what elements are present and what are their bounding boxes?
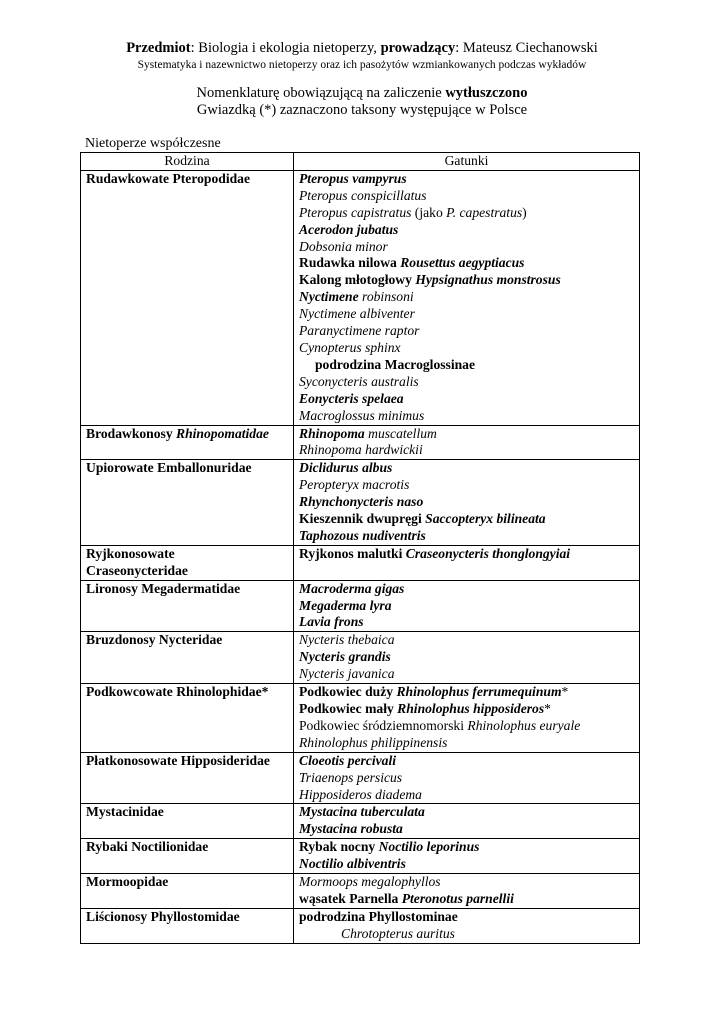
- text-run: Mystacina robusta: [299, 821, 403, 837]
- species-line: [299, 874, 634, 891]
- table-row: [81, 908, 640, 943]
- text-run: Rhynchonycteris naso: [299, 494, 424, 510]
- text-run: Macroglossus minimus: [299, 407, 425, 423]
- text-run: Liścionosy Phyllostomidae: [86, 908, 240, 924]
- table-row: [81, 425, 640, 460]
- text-run: Kalong młotogłowy: [299, 272, 416, 288]
- species-cell: [294, 874, 640, 909]
- text-run: Cynopterus sphinx: [299, 339, 401, 355]
- column-header-species: Gatunki: [294, 153, 640, 171]
- species-line: [299, 205, 634, 222]
- text-run: Dobsonia minor: [299, 238, 388, 254]
- species-line: [299, 460, 634, 477]
- text-run: Rhinopoma hardwickii: [299, 442, 423, 458]
- text-run: Ryjkonosowate: [86, 545, 175, 561]
- species-line: [299, 856, 634, 873]
- family-cell: [81, 752, 294, 804]
- text-run: Nyctimene: [299, 289, 359, 305]
- text-run: *: [561, 684, 569, 700]
- text-run: Mormoopidae: [86, 874, 169, 890]
- table-body: [81, 170, 640, 943]
- nomenclature-note-text: Nomenklaturę obowiązującą na zaliczenie: [196, 85, 446, 101]
- text-run: Brodawkonosy: [86, 425, 177, 441]
- species-line: [299, 323, 634, 340]
- family-cell: [81, 425, 294, 460]
- species-cell: [294, 580, 640, 632]
- text-run: Peropteryx macrotis: [299, 477, 410, 493]
- species-line: [299, 632, 634, 649]
- text-run: Rudawkowate Pteropodidae: [86, 170, 251, 186]
- family-cell: [81, 908, 294, 943]
- species-line: [299, 735, 634, 752]
- text-run: podrodzina Phyllostominae: [299, 908, 458, 924]
- species-line: [299, 909, 634, 926]
- species-cell: [294, 684, 640, 753]
- species-line: [299, 306, 634, 323]
- text-run: Upiorowate Emballonuridae: [86, 460, 252, 476]
- table-row: [81, 580, 640, 632]
- text-run: P. capestratus: [446, 204, 523, 220]
- text-run: Chrotopterus auritus: [341, 925, 455, 941]
- text-run: Kieszennik dwupręgi: [299, 511, 426, 527]
- text-run: Podkowcowate Rhinolophidae*: [86, 684, 269, 700]
- document-title: [0, 39, 724, 57]
- subject-value: : Biologia i ekologia nietoperzy,: [190, 40, 381, 56]
- text-run: Macroderma gigas: [299, 580, 405, 596]
- text-run: Paranyctimene raptor: [299, 323, 420, 339]
- species-line: [299, 649, 634, 666]
- table-row: [81, 752, 640, 804]
- species-cell: [294, 545, 640, 580]
- family-cell: [81, 839, 294, 874]
- text-run: Rybaki Noctilionidae: [86, 839, 209, 855]
- text-run: *: [544, 701, 551, 716]
- text-run: Hipposideros diadema: [299, 786, 422, 802]
- text-run: Rhinolophus euryale: [467, 717, 581, 733]
- text-run: Saccopteryx bilineata: [425, 511, 546, 527]
- text-run: Diclidurus albus: [299, 460, 393, 476]
- subject-label: Przedmiot: [126, 40, 191, 56]
- species-line: [299, 272, 634, 289]
- text-run: Nycteris thebaica: [299, 632, 395, 648]
- text-run: Podkowiec śródziemnomorski: [299, 717, 468, 733]
- species-line: [299, 753, 634, 770]
- nomenclature-note: [0, 85, 724, 102]
- species-line: [299, 684, 634, 701]
- text-run: Rhinopoma: [299, 425, 365, 441]
- species-line: [299, 839, 634, 856]
- species-line: [299, 770, 634, 787]
- species-line: [299, 408, 634, 425]
- species-line: [299, 289, 634, 306]
- family-cell: [81, 632, 294, 684]
- table-row: [81, 684, 640, 753]
- nomenclature-note-bold: wytłuszczono: [445, 85, 528, 101]
- table-row: [81, 460, 640, 546]
- text-run: Lavia frons: [299, 614, 364, 630]
- species-line: [299, 701, 634, 718]
- text-run: Pteropus vampyrus: [299, 170, 407, 186]
- species-line: [299, 255, 634, 272]
- text-run: Nycteris grandis: [299, 649, 391, 665]
- lecturer-value: : Mateusz Ciechanowski: [455, 40, 598, 56]
- species-line: [299, 821, 634, 838]
- text-run: podrodzina Macroglossinae: [315, 356, 475, 372]
- text-run: Nycteris javanica: [299, 666, 395, 682]
- family-cell: [81, 580, 294, 632]
- text-run: Rudawka nilowa: [299, 255, 401, 271]
- species-line: [299, 666, 634, 683]
- text-run: Podkowiec mały: [299, 701, 398, 716]
- species-line: [299, 891, 634, 908]
- text-run: Rhinolophus philippinensis: [299, 734, 448, 750]
- species-cell: [294, 839, 640, 874]
- species-line: [299, 442, 634, 459]
- text-run: Megaderma lyra: [299, 597, 392, 613]
- table-row: [81, 632, 640, 684]
- species-line: [299, 614, 634, 631]
- text-run: Nyctimene albiventer: [299, 306, 415, 322]
- table-row: [81, 804, 640, 839]
- species-line: [299, 239, 634, 256]
- text-run: Noctilio albiventris: [299, 856, 406, 872]
- text-run: Acerodon jubatus: [299, 221, 399, 237]
- species-cell: [294, 170, 640, 425]
- family-cell: [81, 460, 294, 546]
- text-run: Rousettus aegyptiacus: [400, 255, 525, 271]
- section-title: Nietoperze współczesne: [85, 136, 221, 151]
- lecturer-label: prowadzący: [380, 40, 456, 56]
- text-run: Mystacina tuberculata: [299, 804, 425, 820]
- column-header-family: Rodzina: [81, 153, 294, 171]
- taxonomy-table: [80, 152, 640, 944]
- family-cell: [81, 684, 294, 753]
- text-run: Pteropus capistratus: [299, 204, 412, 220]
- text-run: Bruzdonosy Nycteridae: [86, 632, 223, 648]
- text-run: wąsatek Parnella: [299, 890, 402, 906]
- family-cell: [81, 874, 294, 909]
- species-cell: [294, 752, 640, 804]
- species-cell: [294, 908, 640, 943]
- species-line: [299, 598, 634, 615]
- text-run: Pteropus conspicillatus: [299, 187, 427, 203]
- table-row: [81, 545, 640, 580]
- text-run: Cloeotis percivali: [299, 752, 397, 768]
- species-line: [299, 171, 634, 188]
- text-run: Syconycteris australis: [299, 373, 419, 389]
- species-line: [299, 391, 634, 408]
- text-run: Rhinopomatidae: [176, 425, 269, 441]
- text-run: (jako: [411, 204, 447, 220]
- species-line: [299, 357, 634, 374]
- text-run: Craseonycteris thonglongyiai: [405, 545, 571, 561]
- text-run: Mormoops megalophyllos: [299, 874, 441, 890]
- text-run: Hypsignathus monstrosus: [415, 272, 561, 288]
- species-line: [299, 546, 634, 563]
- species-line: [299, 787, 634, 804]
- species-line: [299, 222, 634, 239]
- text-run: Płatkonosowate Hipposideridae: [86, 752, 270, 768]
- text-run: muscatellum: [364, 425, 437, 441]
- table-row: [81, 839, 640, 874]
- text-run: Ryjkonos malutki: [299, 545, 406, 561]
- species-line: [299, 581, 634, 598]
- species-line: [299, 426, 634, 443]
- species-line: [299, 477, 634, 494]
- species-line: [299, 926, 634, 943]
- table-row: [81, 874, 640, 909]
- text-run: Podkowiec duży: [299, 684, 397, 700]
- species-line: [299, 374, 634, 391]
- species-cell: [294, 425, 640, 460]
- text-run: ): [522, 204, 527, 220]
- species-line: [299, 340, 634, 357]
- text-run: Taphozous nudiventris: [299, 527, 426, 543]
- text-run: Rybak nocny: [299, 839, 379, 855]
- species-cell: [294, 460, 640, 546]
- text-run: Rhinolophus hipposideros: [397, 701, 545, 716]
- species-line: [299, 718, 634, 735]
- family-cell: [81, 170, 294, 425]
- text-run: Rhinolophus ferrumequinum: [396, 684, 562, 700]
- species-line: [299, 188, 634, 205]
- species-cell: [294, 804, 640, 839]
- text-run: Triaenops persicus: [299, 769, 403, 785]
- text-run: Mystacinidae: [86, 804, 164, 820]
- text-run: robinsoni: [358, 289, 414, 305]
- species-line: [299, 528, 634, 545]
- table-header-row: [81, 153, 640, 171]
- text-run: Lironosy Megadermatidae: [86, 580, 241, 596]
- text-run: Eonycteris spelaea: [299, 390, 404, 406]
- document-subtitle: Systematyka i nazewnictwo nietoperzy oraz ich pasożytów wzmiankowanych podczas wykładów: [137, 59, 587, 71]
- species-line: [299, 511, 634, 528]
- species-cell: [294, 632, 640, 684]
- text-run: Pteronotus parnellii: [401, 890, 514, 906]
- family-cell: [81, 804, 294, 839]
- text-run: Noctilio leporinus: [378, 839, 480, 855]
- species-line: [299, 494, 634, 511]
- species-line: [299, 804, 634, 821]
- table-row: [81, 170, 640, 425]
- text-run: Craseonycteridae: [86, 562, 188, 578]
- asterisk-note: Gwiazdką (*) zaznaczono taksony występujące w Polsce: [196, 102, 528, 118]
- family-cell: [81, 545, 294, 580]
